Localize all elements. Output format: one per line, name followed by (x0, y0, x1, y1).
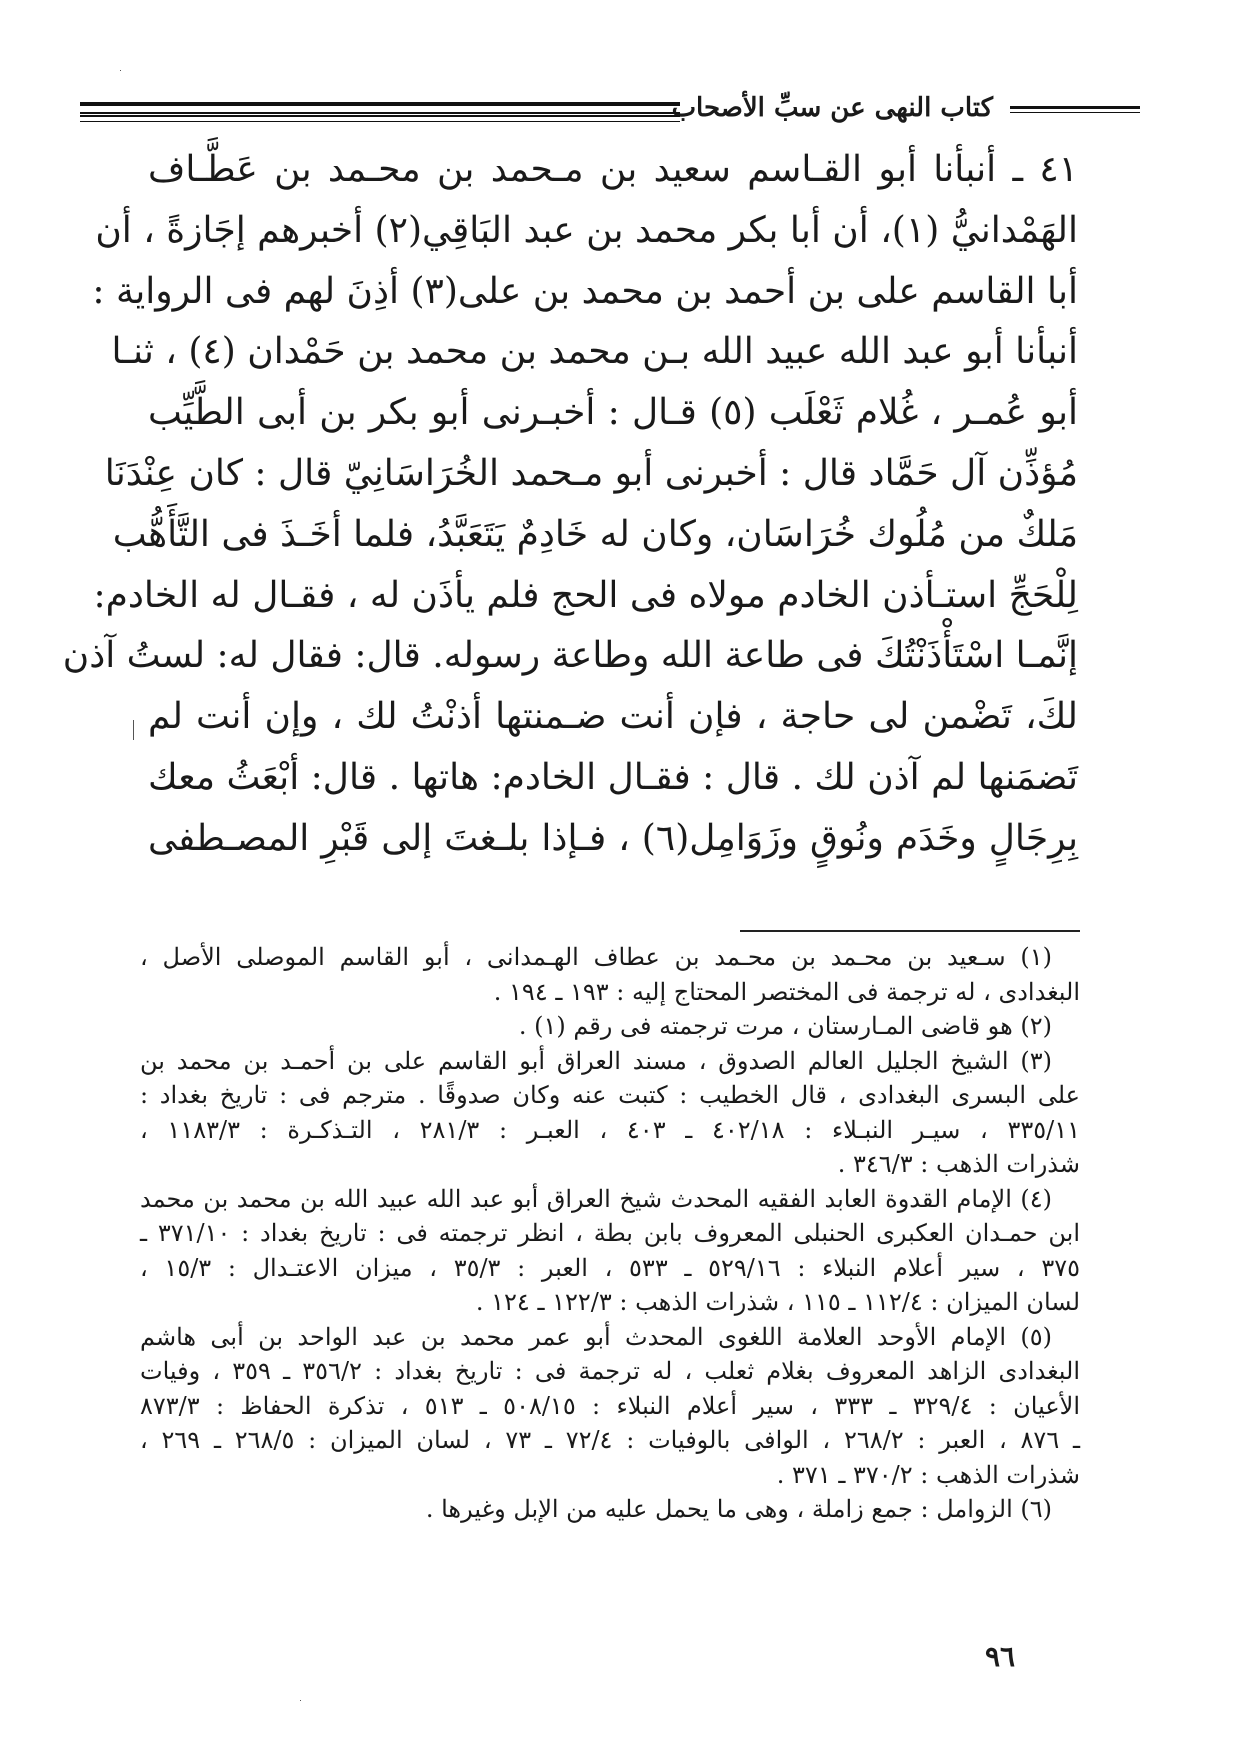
header-rule-right (1010, 106, 1140, 113)
main-text-line: بِرِجَالٍ وخَدَم ونُوقٍ وزَوَامِل(٦) ، فـإذا بلـغتَ إلى قَبْرِ المصـطفى (148, 817, 1078, 859)
footnote-line: البغدادى الزاهد المعروف بغلام ثعلب ، له ترجمة فى : تاريخ بغداد : ٣٥٦/٢ ـ ٣٥٩ ، وفيات (140, 1357, 1080, 1385)
header-rule-left-thin (80, 115, 680, 117)
main-text-line: إنَّمـا اسْتَأْذَنْتُكَ فى طاعة الله وطاعة رسوله. قال: فقال له: لستُ آذن (62, 635, 1078, 677)
scan-mark (120, 70, 121, 71)
main-text-line: أنبأنا أبو عبد الله عبيد الله بـن محمد بن محمد بن حَمْدان (٤) ، ثنـا (111, 331, 1078, 373)
footnote-line: على البسرى البغدادى ، قال الخطيب : كتبت عنه وكان صدوقًا . مترجم فى : تاريخ بغداد : (140, 1081, 1080, 1109)
footnote-line: (١) سـعيد بن محـمد بن محـمد بن عطاف الهـمدانى ، أبو القاسم الموصلى الأصل ، (140, 943, 1052, 971)
header-rule-left-hairline (80, 121, 680, 122)
running-header (70, 92, 1180, 132)
main-text-line: لِلْحَجِّ استـأذن الخادم مولاه فى الحج فلم يأذَن له ، فقـال له الخادم: (93, 574, 1078, 616)
footnote-line: (٢) هو قاضى المـارستان ، مرت ترجمته فى رقم (١) . (518, 1012, 1052, 1040)
footnote-separator (740, 930, 1080, 932)
footnote-line: لسان الميزان : ١١٢/٤ ـ ١١٥ ، شذرات الذهب : ١٢٢/٣ ـ ١٢٤ . (475, 1288, 1080, 1316)
main-text-line: مَلكٌ من مُلُوك خُرَاسَان، وكان له خَادِمٌ يَتَعَبَّدُ، فلما أخَـذَ فى التَّأَهُّب (112, 513, 1078, 555)
main-text-line: مُؤذِّن آل حَمَّاد قال : أخبرنى أبو مـحمد الخُرَاسَانِيّ قال : كان عِنْدَنَا (104, 452, 1078, 494)
main-text-line: الهَمْدانيُّ (١)، أن أبا بكر محمد بن عبد البَاقِي(٢) أخبرهم إجَازةً ، أن (95, 209, 1078, 251)
main-text-line: تَضمَنها لم آذن لك . قال : فقـال الخادم: هاتها . قال: أبْعَثُ معك (148, 756, 1078, 798)
main-text-line: لكَ، تَضْمن لى حاجة ، فإن أنت ضـمنتها أذنْتُ لك ، وإن أنت لم (148, 696, 1078, 738)
page-number: ٩٦ (984, 1640, 1016, 1673)
footnotes (140, 940, 1080, 1527)
footnote-line: الأعيان : ٣٢٩/٤ ـ ٣٣٣ ، سير أعلام النبلاء : ٥٠٨/١٥ ـ ٥١٣ ، تذكرة الحفاظ : ٨٧٣/٣ (140, 1391, 1081, 1420)
footnote-line: شذرات الذهب : ٣٧٠/٢ ـ ٣٧١ . (776, 1460, 1080, 1489)
scan-mark (133, 720, 134, 740)
footnote-line: ٣٧٥ ، سير أعلام النبلاء : ٥٢٩/١٦ ـ ٥٣٣ ، العبر : ٣٥/٣ ، ميزان الاعتـدال : ١٥/٣ ، (140, 1253, 1081, 1282)
scan-mark (300, 1700, 301, 1701)
footnote-line: ابن حمـدان العكبرى الحنبلى المعروف بابن بطة ، انظر ترجمته فى : تاريخ بغداد : ٣٧١/١٠ ـ (140, 1219, 1080, 1247)
footnote-line: شذرات الذهب : ٣٤٦/٣ . (837, 1150, 1080, 1178)
main-text-line: أبو عُمـر ، غُلام ثَعْلَب (٥) قـال : أخبـرنى أبو بكر بن أبى الطَّيِّب (148, 392, 1079, 434)
footnote-line: (٤) الإمام القدوة العابد الفقيه المحدث شيخ العراق أبو عبد الله عبيد الله بن محمد بن محمد (140, 1184, 1052, 1213)
footnote-line: ـ ٨٧٦ ، العبر : ٢٦٨/٢ ، الوافى بالوفيات : ٧٢/٤ ـ ٧٣ ، لسان الميزان : ٢٦٨/٥ ـ ٢٦٩ ، (140, 1426, 1080, 1454)
header-rule-left (80, 102, 680, 114)
footnote-line: البغدادى ، له ترجمة فى المختصر المحتاج إليه : ١٩٣ ـ ١٩٤ . (493, 977, 1080, 1006)
main-text (62, 140, 1079, 870)
main-text-line: ٤١ ـ أنبأنا أبو القـاسم سعيد بن مـحمد بن محـمد بن عَطَّـاف (148, 149, 1078, 190)
footnote-line: (٦) الزوامل : جمع زاملة ، وهى ما يحمل عليه من الإبل وغيرها . (425, 1495, 1052, 1523)
footnote-line: (٣) الشيخ الجليل العالم الصدوق ، مسند العراق أبو القاسم على بن أحمـد بن محمد بن (140, 1046, 1052, 1075)
footnote-line: ٣٣٥/١١ ، سيـر النبـلاء : ٤٠٢/١٨ ـ ٤٠٣ ، العبـر : ٢٨١/٣ ، التـذكـرة : ١١٨٣/٣ ، (140, 1115, 1080, 1144)
main-text-line: أبا القاسم على بن أحمد بن محمد بن على(٣) أذِنَ لهم فى الرواية : (92, 270, 1078, 312)
footnote-line: (٥) الإمام الأوحد العلامة اللغوى المحدث أبو عمر محمد بن عبد الواحد بن أبى هاشم (140, 1322, 1052, 1351)
header-title: كتاب النهى عن سبِّ الأصحاب (660, 92, 1005, 124)
